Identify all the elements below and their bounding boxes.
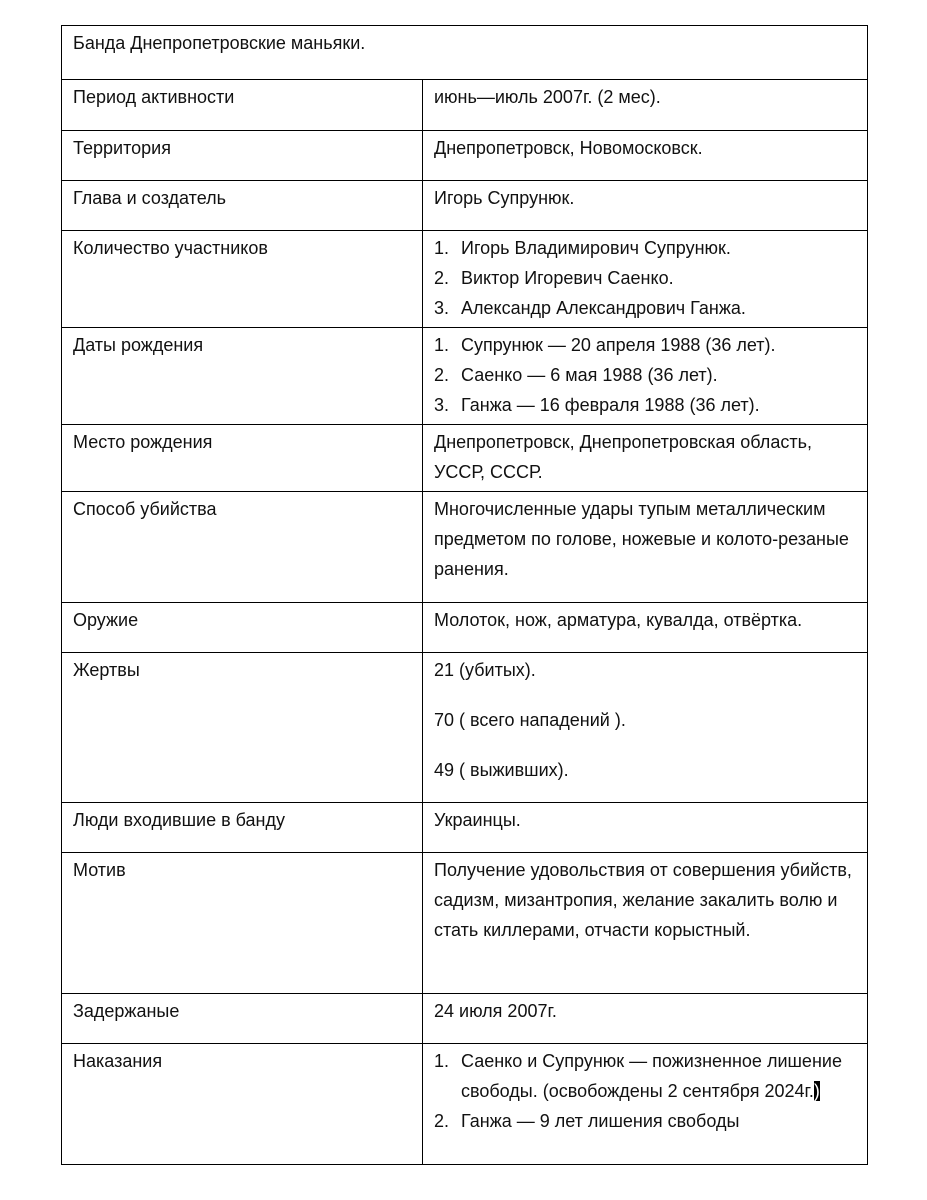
table-row — [62, 231, 868, 328]
victims-killed: 21 (убитых). — [434, 660, 536, 680]
list-number: 2. — [434, 268, 450, 288]
list-text: Саенко и Супрунюк — пожизненное лишение свободы. (освобождены 2 сентября 2024г. — [461, 1051, 842, 1101]
table-row — [62, 853, 868, 994]
row-value: Получение удовольствия от совершения убийств, садизм, мизантропия, желание закалить волю и стать киллерами, отчасти корыстный. — [423, 853, 868, 994]
birthdates-list — [434, 330, 857, 420]
table-row — [62, 425, 868, 492]
row-value: июнь—июль 2007г. (2 мес). — [423, 80, 868, 131]
table-row — [62, 1044, 868, 1165]
row-label: Оружие — [62, 603, 423, 653]
list-item — [434, 293, 857, 323]
list-number: 1. — [434, 1051, 450, 1071]
list-number: 2. — [434, 365, 450, 385]
row-label: Количество участников — [62, 231, 423, 328]
list-item — [434, 233, 857, 263]
table-row — [62, 80, 868, 131]
row-label: Наказания — [62, 1044, 423, 1165]
table-row — [62, 181, 868, 231]
row-label: Территория — [62, 131, 423, 181]
table-row — [62, 131, 868, 181]
list-text: Супрунюк — 20 апреля 1988 (36 лет). — [461, 335, 776, 355]
row-label: Даты рождения — [62, 328, 423, 425]
list-item — [434, 263, 857, 293]
list-text: Виктор Игоревич Саенко. — [461, 268, 674, 288]
list-item — [434, 360, 857, 390]
list-text: Саенко — 6 мая 1988 (36 лет). — [461, 365, 718, 385]
row-value: Днепропетровск, Новомосковск. — [423, 131, 868, 181]
row-value: 24 июля 2007г. — [423, 994, 868, 1044]
row-label: Глава и создатель — [62, 181, 423, 231]
row-value — [423, 231, 868, 328]
list-item — [434, 330, 857, 360]
list-number: 1. — [434, 335, 450, 355]
row-value: Молоток, нож, арматура, кувалда, отвёртка. — [423, 603, 868, 653]
row-label: Период активности — [62, 80, 423, 131]
list-number: 1. — [434, 238, 450, 258]
row-value — [423, 653, 868, 803]
table-row — [62, 328, 868, 425]
list-item — [434, 1046, 857, 1106]
row-label: Место рождения — [62, 425, 423, 492]
row-label: Задержаные — [62, 994, 423, 1044]
members-list — [434, 233, 857, 323]
table-row — [62, 603, 868, 653]
table-row — [62, 803, 868, 853]
gang-info-table — [61, 25, 868, 1165]
list-text: Александр Александрович Ганжа. — [461, 298, 746, 318]
row-value: Многочисленные удары тупым металлическим предметом по голове, ножевые и колото-резаные ранения. — [423, 492, 868, 603]
row-value — [423, 1044, 868, 1165]
punishment-list — [434, 1046, 857, 1136]
title-row — [62, 26, 868, 80]
table-row — [62, 994, 868, 1044]
list-text: Ганжа — 16 февраля 1988 (36 лет). — [461, 395, 760, 415]
list-text: Игорь Владимирович Супрунюк. — [461, 238, 731, 258]
text-selection[interactable]: ) — [813, 1081, 820, 1101]
row-value: Игорь Супрунюк. — [423, 181, 868, 231]
list-number: 2. — [434, 1111, 450, 1131]
list-item — [434, 1106, 857, 1136]
list-text: Ганжа — 9 лет лишения свободы — [461, 1111, 740, 1131]
row-value: Украинцы. — [423, 803, 868, 853]
row-label: Способ убийства — [62, 492, 423, 603]
row-value: Днепропетровск, Днепропетровская область, УССР, СССР. — [423, 425, 868, 492]
row-value — [423, 328, 868, 425]
list-number: 3. — [434, 298, 450, 318]
list-number: 3. — [434, 395, 450, 415]
table-title: Банда Днепропетровские маньяки. — [62, 26, 868, 80]
row-label: Мотив — [62, 853, 423, 994]
row-label: Люди входившие в банду — [62, 803, 423, 853]
table-row — [62, 492, 868, 603]
victims-survived: 49 ( выживших). — [434, 760, 569, 780]
list-item — [434, 390, 857, 420]
table-row — [62, 653, 868, 803]
row-label: Жертвы — [62, 653, 423, 803]
victims-total-attacks: 70 ( всего нападений ). — [434, 710, 626, 730]
